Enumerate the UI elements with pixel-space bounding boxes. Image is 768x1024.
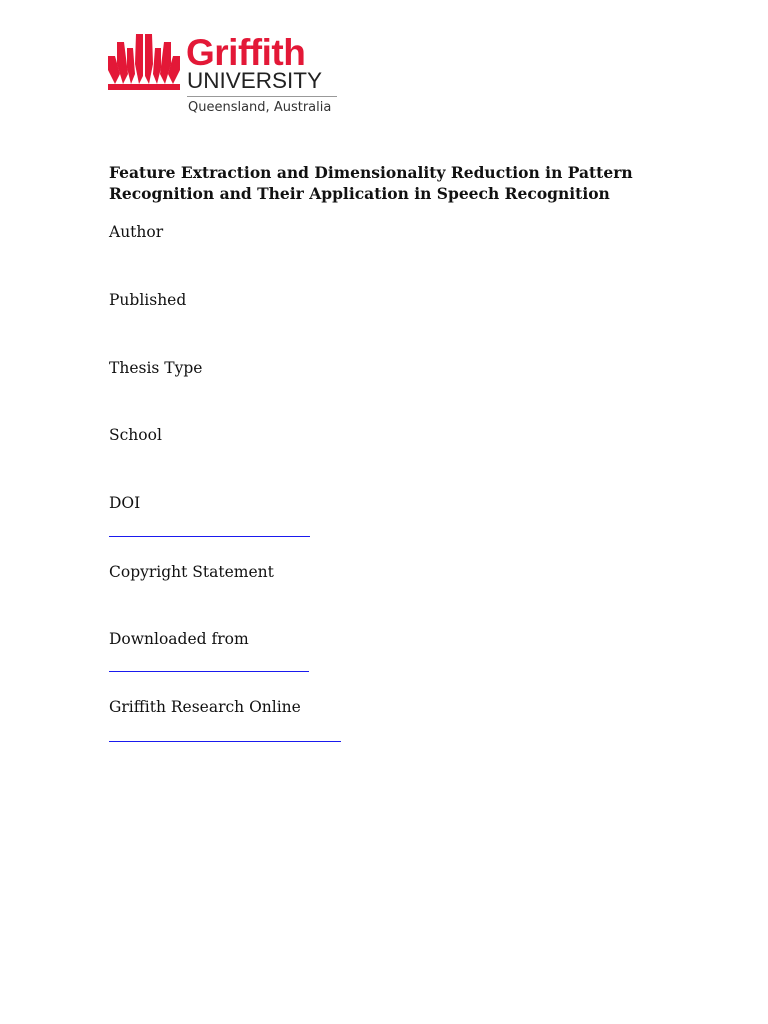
document-title: Feature Extraction and Dimensionality Reduction in Pattern Recognition and Their Application in Speech Recognition bbox=[109, 163, 633, 203]
logo-subtitle: UNIVERSITY bbox=[187, 68, 323, 93]
doi-label: DOI bbox=[109, 494, 141, 512]
school-label: School bbox=[109, 426, 162, 444]
griffith-flame-logo-icon bbox=[108, 34, 180, 90]
thesis-type-label: Thesis Type bbox=[109, 359, 203, 377]
griffith-university-logo bbox=[108, 34, 340, 124]
logo-location: Queensland, Australia bbox=[188, 100, 332, 115]
copyright-statement-label: Copyright Statement bbox=[109, 563, 274, 581]
downloaded-from-label: Downloaded from bbox=[109, 630, 249, 648]
research-online-link[interactable] bbox=[109, 741, 341, 742]
doi-link[interactable] bbox=[109, 536, 310, 537]
published-label: Published bbox=[109, 291, 187, 309]
download-link[interactable] bbox=[109, 671, 309, 672]
logo-name: Griffith bbox=[186, 32, 306, 73]
griffith-research-online-label: Griffith Research Online bbox=[109, 698, 301, 716]
logo-divider bbox=[187, 96, 337, 97]
author-label: Author bbox=[109, 223, 164, 241]
